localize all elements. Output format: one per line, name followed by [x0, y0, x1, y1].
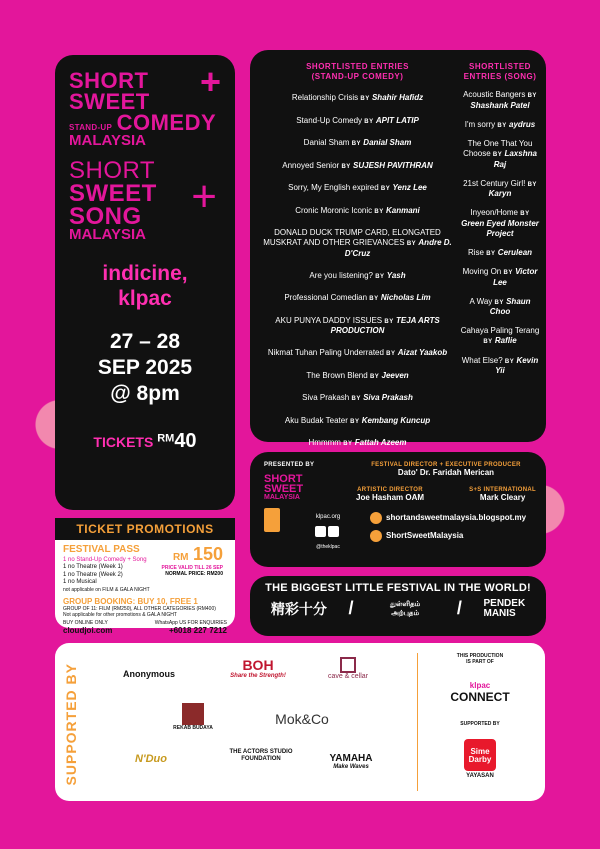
- sponsors-panel: [55, 643, 545, 801]
- entry-item: [260, 438, 455, 449]
- entry-performer: Andre D. D'Cruz: [344, 238, 452, 258]
- heading-line: SHORTLISTED ENTRIES: [306, 62, 409, 71]
- entry-title: What Else?: [461, 355, 503, 365]
- whatsapp-number[interactable]: +6018 227 7212: [168, 626, 227, 636]
- tagline-panel: [250, 576, 546, 636]
- entry-title: Professional Comedian: [284, 293, 368, 303]
- ticket-promotions: [55, 518, 235, 636]
- part-of-label: [430, 653, 530, 665]
- entries-panel: [250, 50, 546, 448]
- by-label: BY: [503, 270, 513, 277]
- entry-item: [260, 293, 455, 304]
- yamaha-tagline: Make Waves: [333, 764, 369, 770]
- logo-text: SWEET: [69, 88, 150, 114]
- instagram-icon[interactable]: [328, 526, 339, 537]
- entry-performer: Fattah Azeem: [354, 438, 407, 448]
- sime-line: Darby: [468, 755, 492, 764]
- song-heading: [460, 62, 540, 81]
- divider: [417, 653, 418, 791]
- entry-title: Cahaya Paling Terang: [460, 326, 540, 336]
- malay-line: MANIS: [483, 607, 516, 619]
- sponsor-rekab-budaya: [173, 703, 213, 731]
- entry-title: Acoustic Bangers: [463, 90, 526, 100]
- link-icon: [370, 512, 382, 524]
- by-label: BY: [343, 441, 353, 448]
- logo-text: SHORT: [264, 473, 303, 485]
- entry-item: [260, 161, 455, 172]
- by-label: BY: [386, 351, 396, 358]
- by-label: BY: [360, 96, 370, 103]
- entry-performer: Karyn: [488, 189, 512, 199]
- entry-performer: APIT LATIP: [375, 115, 419, 125]
- heading-line: ENTRIES (SONG): [463, 71, 537, 81]
- entry-performer: aydrus: [509, 119, 536, 129]
- by-label: BY: [369, 296, 379, 303]
- chinese-title: 精彩十分: [270, 600, 327, 617]
- entry-title: Aku Budak Teater: [284, 415, 348, 425]
- entry-item: [460, 297, 540, 318]
- entry-item: [460, 326, 540, 347]
- date-line: SEP 2025: [97, 356, 193, 380]
- entry-item: [260, 416, 455, 427]
- entry-title: Nikmat Tuhan Paling Underrated: [267, 348, 384, 358]
- boh-logo: BOH: [242, 657, 274, 673]
- entry-item: [260, 183, 455, 194]
- entry-title: Moving On: [462, 267, 502, 277]
- entry-performer: Siva Prakash: [363, 393, 413, 403]
- currency: RM: [172, 552, 189, 563]
- entry-item: [260, 371, 455, 382]
- tamil-title: துள்ளிதம் அற்புதம்: [389, 600, 421, 617]
- by-label: BY: [520, 211, 530, 218]
- facebook-page[interactable]: ShortSweetMalaysia: [386, 531, 464, 541]
- song-entries: [460, 62, 540, 376]
- malay-title: [483, 599, 525, 619]
- event-date: [69, 329, 221, 408]
- entry-performer: Yenz Lee: [392, 183, 427, 193]
- presented-by-label: PRESENTED BY: [264, 462, 315, 468]
- logo-text: SHORT: [69, 68, 149, 93]
- part-of-line: THIS PRODUCTION: [456, 653, 504, 659]
- entry-title: AKU PUNYA DADDY ISSUES: [275, 315, 383, 325]
- cave-cellar-icon: [340, 657, 356, 673]
- entry-item: [260, 348, 455, 359]
- currency: RM: [157, 432, 175, 445]
- date-line: 27 – 28: [109, 329, 181, 353]
- entry-item: [460, 248, 540, 259]
- venue-line: klpac: [118, 286, 172, 310]
- pass-title: FESTIVAL PASS: [63, 544, 140, 555]
- klpac-site[interactable]: klpac.org: [315, 514, 341, 520]
- tagline: THE BIGGEST LITTLE FESTIVAL IN THE WORLD!: [265, 582, 531, 594]
- venue-line: indicine,: [102, 261, 188, 285]
- pass-line: 1 no Theatre (Week 1): [63, 564, 123, 570]
- time-line: @ 8pm: [110, 382, 180, 406]
- by-label: BY: [369, 373, 380, 380]
- group-title: GROUP BOOKING: BUY 10, FREE 1: [63, 596, 198, 606]
- pass-line: 1 no Stand-Up Comedy + Song: [63, 556, 147, 563]
- buy-info: [55, 618, 235, 637]
- separator: /: [348, 598, 354, 618]
- entry-performer: Shaun Choo: [489, 296, 531, 317]
- credits: [356, 462, 536, 542]
- by-label: BY: [497, 122, 507, 129]
- by-label: BY: [406, 241, 417, 248]
- entry-item: [460, 179, 540, 200]
- buy-label: BUY ONLINE ONLY: [63, 620, 108, 627]
- entry-title: Stand-Up Comedy: [296, 115, 363, 125]
- by-label: BY: [350, 418, 360, 425]
- entry-performer: Nicholas Lim: [380, 293, 431, 303]
- price-valid: PRICE VALID TILL 26 SEP: [161, 565, 223, 571]
- entry-performer: Shahir Hafidz: [371, 93, 424, 103]
- entry-item: [460, 267, 540, 288]
- entry-title: Annoyed Senior: [282, 160, 340, 170]
- by-label: BY: [527, 93, 537, 100]
- actors-studio-logo: THE ACTORS STUDIO FOUNDATION: [229, 749, 293, 763]
- by-label: BY: [486, 250, 496, 257]
- pass-line: 1 no Musical: [63, 579, 97, 585]
- facebook-link[interactable]: [356, 530, 536, 542]
- group-line: GROUP OF 11: FILM (RM250), ALL OTHER CATEGORIES (RM400): [63, 606, 216, 613]
- entry-performer: Yash: [386, 270, 406, 280]
- entry-item: [460, 208, 540, 239]
- tickets-label: TICKETS: [93, 433, 154, 450]
- yamaha-logo: YAMAHA: [329, 753, 373, 764]
- sponsor-nduo: N'Duo: [135, 753, 167, 765]
- entry-item: [460, 356, 540, 377]
- entry-item: [260, 138, 455, 149]
- entry-title: Siva Prakash: [302, 393, 350, 403]
- entry-performer: Aizat Yaakob: [397, 348, 448, 358]
- sponsor-boh: [223, 657, 293, 679]
- blog-url[interactable]: shortandsweetmalaysia.blogspot.my: [386, 513, 527, 523]
- by-label: BY: [351, 141, 362, 148]
- plus-icon: +: [199, 61, 221, 102]
- buy-site[interactable]: cloudjoi.com: [63, 626, 113, 636]
- director-name: Dato' Dr. Faridah Merican: [397, 468, 495, 477]
- facebook-icon: [370, 530, 382, 542]
- klpac-logo-icon: [264, 508, 280, 532]
- logo-text: COMEDY: [116, 109, 217, 135]
- entry-title: Relationship Crisis: [291, 93, 359, 103]
- logo-text: SWEET: [264, 483, 304, 496]
- blog-link[interactable]: [356, 512, 536, 524]
- song-logo: [69, 156, 221, 244]
- artistic-director-label: ARTISTIC DIRECTOR: [357, 487, 423, 493]
- sime-line: Sime: [470, 747, 490, 756]
- entry-item: [260, 228, 455, 259]
- entry-performer: Kembang Kuncup: [361, 415, 431, 425]
- by-label: BY: [492, 152, 503, 159]
- entry-performer: Cerulean: [497, 247, 533, 257]
- sponsor-anonymous: Anonymous: [123, 669, 176, 679]
- by-label: BY: [380, 186, 391, 193]
- heading-line: SHORTLISTED: [469, 62, 531, 71]
- logo-text: SHORT: [69, 156, 156, 184]
- entry-performer: Kanmani: [385, 205, 420, 215]
- normal-price: NORMAL PRICE: RM200: [165, 571, 223, 577]
- connect-line: klpac: [469, 681, 491, 690]
- entry-title: Are you listening?: [309, 270, 373, 280]
- price: 40: [174, 429, 197, 452]
- klpac-connect-logo: [430, 681, 530, 704]
- entry-item: [260, 271, 455, 282]
- by-label: BY: [341, 163, 351, 170]
- entry-item: [460, 120, 540, 131]
- by-label: BY: [374, 208, 384, 215]
- promo-heading: TICKET PROMOTIONS: [55, 518, 235, 540]
- entry-title: Sorry, My English expired: [288, 183, 379, 193]
- sponsor-yamaha: [321, 753, 381, 770]
- supported-by-vertical: SUPPORTED BY: [63, 663, 79, 786]
- logo-text: MALAYSIA: [69, 226, 146, 244]
- entry-title: Rise: [467, 247, 484, 257]
- rekab-budaya-icon: [182, 703, 204, 725]
- klpac-social: [308, 514, 348, 550]
- entry-performer: Kevin Yii: [495, 355, 539, 376]
- by-label: BY: [384, 318, 394, 325]
- pass-note: not applicable on FILM & GALA NIGHT: [63, 586, 150, 593]
- entry-performer: SUJESH PAVITHRAN: [353, 160, 433, 170]
- entry-title: I'm sorry: [464, 119, 496, 129]
- yayasan-label: YAYASAN: [466, 773, 494, 779]
- cave-cellar-logo: cave & cellar: [327, 673, 369, 680]
- entry-title: Cronic Moronic Iconic: [295, 205, 373, 215]
- comedy-entries: [260, 62, 455, 449]
- price: 150: [192, 544, 223, 564]
- pass-price: [162, 544, 224, 577]
- entry-performer: Laxshna Raj: [493, 149, 537, 169]
- entry-item: [260, 316, 455, 337]
- entry-item: [260, 116, 455, 127]
- boh-tagline: Share the Strength!: [230, 673, 286, 679]
- logo-text: SWEET: [69, 179, 157, 207]
- entry-performer: Shashank Patel: [470, 100, 530, 110]
- international-name: Mark Cleary: [479, 493, 526, 502]
- facebook-icon[interactable]: [315, 526, 326, 537]
- group-booking: [55, 597, 235, 619]
- logo-text: SONG: [69, 202, 142, 230]
- entry-performer: Danial Sham: [363, 138, 412, 148]
- sponsor-sime-darby: [430, 739, 530, 779]
- connect-line: CONNECT: [450, 690, 510, 704]
- entry-performer: TEJA ARTS PRODUCTION: [330, 315, 440, 336]
- entry-title: The Brown Blend: [306, 370, 368, 380]
- artistic-director-name: Joe Hasham OAM: [356, 493, 425, 502]
- by-label: BY: [504, 358, 515, 365]
- by-label: BY: [375, 273, 385, 280]
- whatsapp-label: WhatsApp US FOR ENQUIRIES: [154, 620, 227, 627]
- by-label: BY: [494, 299, 504, 306]
- credits-panel: [250, 452, 546, 567]
- heading-line: (STAND-UP COMEDY): [311, 71, 404, 81]
- logo-text: MALAYSIA: [264, 493, 300, 501]
- by-label: BY: [364, 118, 374, 125]
- entry-title: 21st Century Girl!: [463, 178, 526, 188]
- venue: [69, 261, 221, 311]
- entry-title: Danial Sham: [303, 138, 350, 148]
- entry-performer: Victor Lee: [493, 267, 538, 287]
- social-handle: @theklpac: [316, 544, 340, 550]
- sponsor-cave-cellar: [323, 657, 373, 680]
- entry-title: The One That You Choose: [463, 139, 533, 159]
- entry-item: [260, 206, 455, 217]
- by-label: BY: [483, 339, 493, 346]
- title-panel: [55, 55, 235, 510]
- malay-line: PENDEK: [483, 597, 526, 609]
- by-label: BY: [351, 396, 361, 403]
- entry-performer: Jeeven: [381, 370, 409, 380]
- entry-title: DONALD DUCK TRUMP CARD, ELONGATED MUSKRAT AND OTHER GRIEVANCES: [263, 228, 441, 248]
- pass-line: 1 no Theatre (Week 2): [63, 571, 123, 578]
- entry-title: Hmmmm: [308, 438, 341, 448]
- part-of-line: IS PART OF: [466, 659, 494, 665]
- director-label: FESTIVAL DIRECTOR + EXECUTIVE PRODUCER: [371, 462, 521, 468]
- comedy-heading: [260, 62, 455, 81]
- group-line: Not applicable for other promotions & GALA NIGHT: [63, 612, 177, 619]
- logo-text: STAND-UP: [69, 122, 113, 132]
- logo-text: MALAYSIA: [69, 131, 146, 149]
- supported-by-label: SUPPORTED BY: [460, 721, 500, 727]
- multilingual-titles: [260, 598, 536, 619]
- rekab-budaya-logo: REKAB BUDAYA: [173, 725, 213, 731]
- entry-item: [260, 93, 455, 104]
- entry-item: [260, 393, 455, 404]
- separator: /: [456, 598, 462, 618]
- entry-item: [460, 139, 540, 170]
- presenter-logo: [264, 474, 324, 502]
- plus-icon: +: [191, 171, 217, 221]
- sponsor-actors-studio: [221, 749, 301, 763]
- by-label: BY: [527, 181, 537, 188]
- entry-performer: Green Eyed Monster Project: [461, 218, 539, 238]
- entry-title: Inyeon/Home: [470, 208, 518, 218]
- entry-item: [460, 90, 540, 111]
- sponsor-mokco: Mok&Co: [275, 711, 329, 727]
- entry-title: A Way: [469, 296, 493, 306]
- ticket-price: [69, 430, 221, 453]
- entry-performer: Raflie: [494, 336, 517, 346]
- comedy-logo: [69, 61, 221, 149]
- international-label: S+S INTERNATIONAL: [469, 487, 536, 493]
